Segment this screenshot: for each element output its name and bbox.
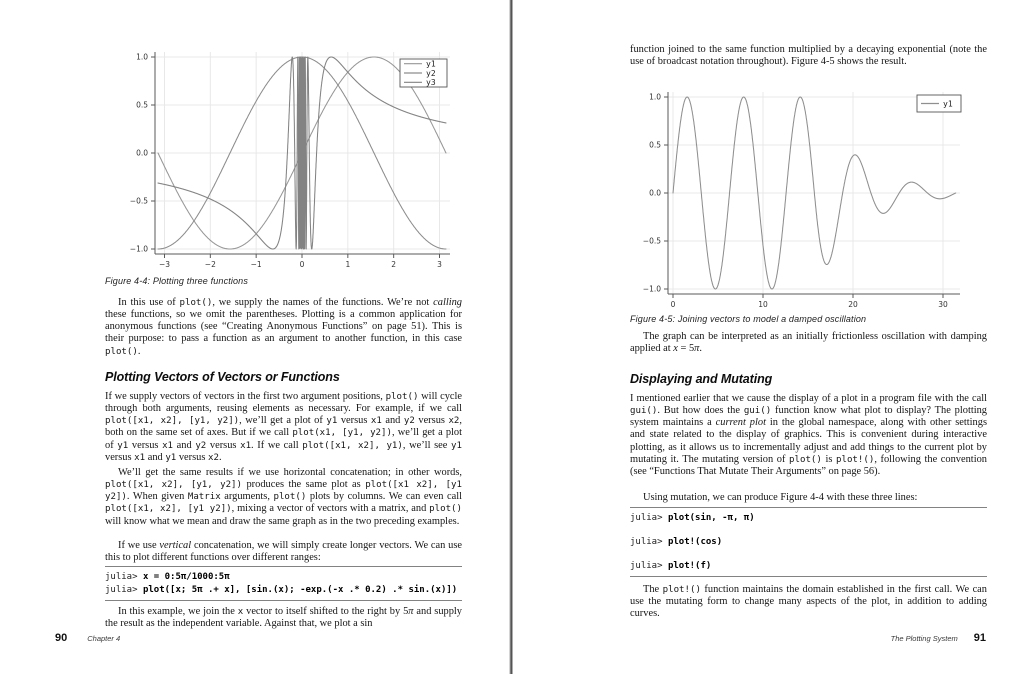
- svg-text:y2: y2: [426, 68, 436, 78]
- figure-4-4-chart: [55, 42, 465, 292]
- svg-text:0: 0: [670, 300, 676, 309]
- figure-4-4-caption: Figure 4-4: Plotting three functions: [105, 276, 248, 286]
- paragraph-text: If we supply vectors of vectors in the first two argument positions, plot() will cycle through both arguments, reusing elements as necessary. For example, if we call plot([x1, x2], [y1, y2]), we’ll get a plot of y1 versus x1 and y2 versus x2, both on the same set of axes. But if we call plot(x1, [y1, y2]), we’ll get a plot of y1 versus x1 and y2 versus x1. If we call plot([x1, x2], y1), we’ll see y1 versus x1 and y1 versus x2.: [105, 391, 463, 463]
- svg-text:0.5: 0.5: [136, 100, 148, 110]
- left-page-number: 90: [55, 632, 68, 644]
- left-intro-paragraph: [105, 297, 462, 358]
- paragraph-text: function joined to the same function multiplied by a decaying exponential (note the use of broadcast notation throughout). Figure 4-5 shows the result.: [630, 44, 987, 68]
- section-heading-plotting-vectors: Plotting Vectors of Vectors or Functions: [105, 370, 340, 384]
- paragraph-text: In this example, we join the x vector to itself shifted to the right by 5π and supply the result as the independent variable. Against that, we plot a sin: [105, 606, 462, 630]
- code-line: julia> plot([x; 5π .+ x], [sin.(x); -exp.(-x .* 0.2) .* sin.(x)]): [105, 585, 458, 595]
- svg-text:30: 30: [938, 300, 948, 309]
- paragraph-text: The plot!() function maintains the domain established in the first call. We can use the mutating form to change many aspects of the plot, in addition to adding curves.: [630, 584, 987, 620]
- code-block-vertical-concatenation: [105, 566, 462, 601]
- right-body-paragraph-2: [630, 492, 987, 504]
- left-body-paragraph-1: [105, 391, 462, 464]
- left-running-head: Chapter 4: [87, 634, 121, 643]
- code-line: julia> plot!(f): [630, 561, 712, 571]
- svg-text:−2: −2: [204, 260, 216, 269]
- section-heading-displaying-mutating: Displaying and Mutating: [630, 372, 773, 386]
- code-line: julia> plot(sin, -π, π): [630, 513, 755, 523]
- svg-text:20: 20: [848, 300, 858, 309]
- left-page-footer: [55, 632, 120, 644]
- right-page-number: 91: [973, 632, 986, 644]
- paragraph-text: The graph can be interpreted as an initially frictionless oscillation with damping applied at x = 5π.: [630, 331, 987, 355]
- paragraph-text: In this use of plot(), we supply the names of the functions. We’re not calling these functions, so we omit the parentheses. Plotting is a common application for anonymous functions (see “Creating Anonymous Functions” on page 51). This is their purpose: to pass a function as an argument to another function, in this case plot().: [105, 297, 462, 357]
- code-block-mutation: [630, 507, 987, 577]
- svg-text:10: 10: [758, 300, 768, 309]
- svg-text:1.0: 1.0: [136, 52, 148, 62]
- right-top-paragraph: [630, 44, 987, 68]
- page-gutter-divider: [509, 0, 513, 674]
- svg-text:−1.0: −1.0: [642, 284, 661, 294]
- right-page-footer: [891, 632, 986, 644]
- svg-text:−0.5: −0.5: [642, 236, 661, 246]
- svg-text:0.0: 0.0: [136, 148, 148, 158]
- paragraph-text: If we use vertical concatenation, we will simply create longer vectors. We can use this to plot different functions over different ranges:: [105, 540, 462, 564]
- svg-text:0: 0: [299, 260, 305, 269]
- svg-text:−3: −3: [158, 260, 171, 269]
- svg-text:−1.0: −1.0: [129, 244, 148, 254]
- paragraph-text: Using mutation, we can produce Figure 4-4 with these three lines:: [643, 492, 918, 503]
- svg-text:y1: y1: [943, 99, 953, 109]
- svg-text:0.5: 0.5: [649, 140, 661, 150]
- paragraph-text: We’ll get the same results if we use horizontal concatenation; in other words, plot([x1, x2], [y1, y2]) produces the same plot as plot([x1 x2], [y1 y2]). When given Matrix arguments, plot() plots by columns. We can even call plot([x1, x2], [y1 y2]), mixing a vector of vectors with a matrix, and plot() will know what we mean and draw the same graph as in the two preceding examples.: [105, 467, 462, 527]
- left-body-paragraph-3: [105, 540, 462, 564]
- svg-text:0.0: 0.0: [649, 188, 661, 198]
- svg-text:−1: −1: [250, 260, 262, 269]
- paragraph-text: I mentioned earlier that we cause the display of a plot in a program file with the call gui(). But how does the gui() function know what plot to display? The plotting system maintains a current plot in the global namespace, along with other settings and state related to the display of graphics. This is convenient during interactive plotting, as it allows us to incrementally adjust and add things to the current plot by mutating it. The mutating version of plot() is plot!(), following the convention (see “Functions That Mutate Their Arguments” on page 56).: [630, 393, 988, 477]
- svg-text:−0.5: −0.5: [129, 196, 148, 206]
- svg-text:y1: y1: [426, 59, 436, 69]
- figure-4-5-caption: Figure 4-5: Joining vectors to model a damped oscillation: [630, 314, 867, 324]
- svg-text:1: 1: [345, 260, 351, 269]
- right-running-head: The Plotting System: [890, 634, 958, 643]
- right-body-paragraph-1: [630, 393, 987, 478]
- code-line: julia> x = 0:5π/1000:5π: [105, 572, 230, 582]
- svg-text:1.0: 1.0: [649, 92, 661, 102]
- code-line: julia> plot!(cos): [630, 537, 723, 547]
- svg-text:3: 3: [437, 260, 442, 269]
- left-outro-paragraph: [105, 606, 462, 630]
- svg-text:y3: y3: [426, 78, 436, 88]
- figure-4-5-chart: [595, 82, 995, 312]
- right-after-figure-paragraph: [630, 331, 987, 355]
- right-outro-paragraph: [630, 584, 987, 620]
- svg-text:2: 2: [391, 260, 397, 269]
- left-body-paragraph-2: [105, 467, 462, 528]
